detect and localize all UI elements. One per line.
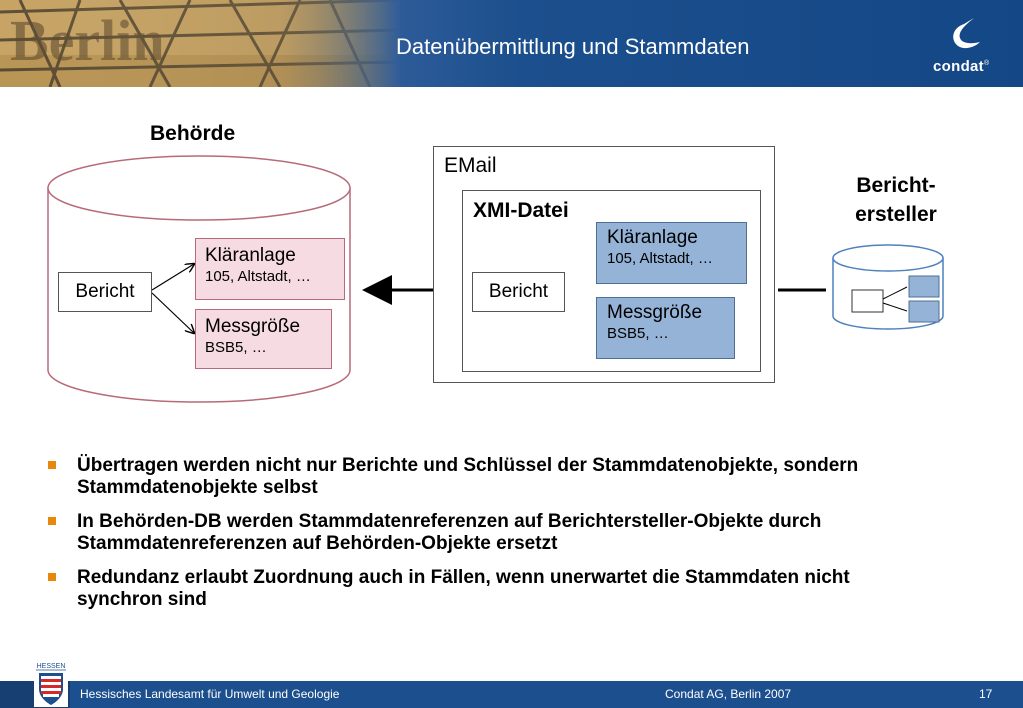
bericht-ersteller-label: Bericht- ersteller — [855, 174, 937, 226]
bullet-square-icon — [48, 517, 56, 525]
behoerde-klaeranlage-node — [195, 238, 345, 300]
behoerde-messgroesse-detail: BSB5, … — [205, 339, 267, 356]
behoerde-messgroesse-title: Messgröße — [205, 316, 301, 337]
behoerde-klaeranlage-detail: 105, Altstadt, … — [205, 268, 311, 285]
bullet-list — [48, 455, 908, 623]
behoerde-bericht-node: Bericht — [58, 272, 152, 312]
xmi-file-label: XMI-Datei — [473, 199, 569, 222]
bullet-square-icon — [48, 573, 56, 581]
svg-text:HESSEN: HESSEN — [36, 663, 66, 670]
xmi-bericht-node: Bericht — [472, 272, 565, 312]
behoerde-messgroesse-node — [195, 309, 332, 369]
xmi-klaeranlage-node — [596, 222, 747, 284]
bullet-item: Redundanz erlaubt Zuordnung auch in Fällen, wenn unerwartet die Stammdaten nicht synchron sind — [48, 567, 908, 611]
xmi-messgroesse-node — [596, 297, 735, 359]
xmi-messgroesse-title: Messgröße — [607, 302, 703, 323]
condat-logo-text: condat® — [933, 58, 990, 75]
page-number: 17 — [979, 687, 993, 701]
bullet-item: Übertragen werden nicht nur Berichte und Schlüssel der Stammdatenobjekte, sondern Stammdatenobjekte selbst — [48, 455, 908, 499]
footer-organization: Hessisches Landesamt für Umwelt und Geologie — [80, 687, 340, 701]
footer-company: Condat AG, Berlin 2007 — [665, 687, 792, 701]
xmi-klaeranlage-detail: 105, Altstadt, … — [607, 250, 713, 267]
berichtersteller-database — [833, 245, 943, 329]
behoerde-label: Behörde — [150, 122, 236, 145]
xmi-messgroesse-detail: BSB5, … — [607, 325, 669, 342]
hessen-coat-of-arms-icon — [34, 661, 68, 707]
email-label: EMail — [444, 154, 497, 177]
behoerde-klaeranlage-title: Kläranlage — [205, 245, 296, 266]
xmi-klaeranlage-title: Kläranlage — [607, 227, 698, 248]
slide-title: Datenübermittlung und Stammdaten — [396, 34, 750, 59]
bullet-square-icon — [48, 461, 56, 469]
bullet-item: In Behörden-DB werden Stammdatenreferenzen auf Berichtersteller-Objekte durch Stammdatenreferenzen auf Behörden-Objekte ersetzt — [48, 511, 908, 555]
